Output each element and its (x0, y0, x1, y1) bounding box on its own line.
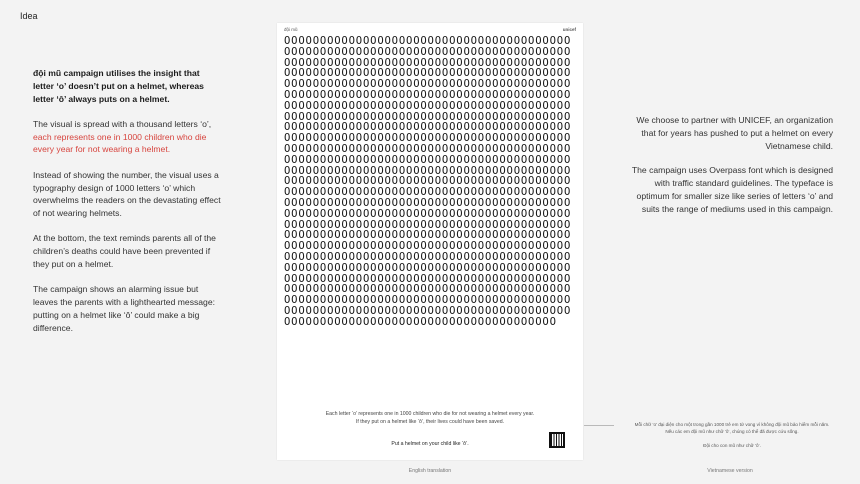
poster-footer-line-2: If they put on a helmet like ‘ô’, their lives could have been saved. (355, 419, 505, 425)
right-paragraph-font: The campaign uses Overpass font which is designed with traffic standard guidelines. The typeface is optimum for smaller size like series of letters ‘o’ and suits the range of mediums used in this campaign. (631, 165, 833, 214)
right-paragraph-partner: We choose to partner with UNICEF, an organization that for years has pushed to put a helmet on every Vietnamese child. (636, 115, 833, 151)
caption-vietnamese: Vietnamese version (707, 468, 753, 474)
left-paragraph-typography: Instead of showing the number, the visual uses a typography design of 1000 letters ‘o’ which overwhelms the readers on the devastating effect of not wearing helmets. (33, 169, 221, 219)
letter-o-grid: OOOOOOOOOOOOOOOOOOOOOOOOOOOOOOOOOOOOOOOOOOOOOOOOOOOOOOOOOOOOOOOOOOOOOOOOOOOOOOOOOOOOOOOOOOOOOOOOOOOOOOOOOOOOOOOOOOOOOOOOOOOOOOOOOOOOOOOOOOOOOOOOOOOOOOOOOOOOOOOOOOOOOOOOOOOOOOOOOOOOOOOOOOOOOOOOOOOOOOOOOOOOOOOOOOOOOOOOOOOOOOOOOOOOOOOOOOOOOOOOOOOOOOOOOOOOOOOOOOOOOOOOOOOOOOOOOOOOOOOOOOOOOOOOOOOOOOOOOOOOOOOOOOOOOOOOOOOOOOOOOOOOOOOOOOOOOOOOOOOOOOOOOOOOOOOOOOOOOOOOOOOOOOOOOOOOOOOOOOOOOOOOOOOOOOOOOOOOOOOOOOOOOOOOOOOOOOOOOOOOOOOOOOOOOOOOOOOOOOOOOOOOOOOOOOOOOOOOOOOOOOOOOOOOOOOOOOOOOOOOOOOOOOOOOOOOOOOOOOOOOOOOOOOOOOOOOOOOOOOOOOOOOOOOOOOOOOOOOOOOOOOOOOOOOOOOOOOOOOOOOOOOOOOOOOOOOOOOOOOOOOOOOOOOOOOOOOOOOOOOOOOOOOOOOOOOOOOOOOOOOOOOOOOOOOOOOOOOOOOOOOOOOOOOOOOOOOOOOOOOOOOOOOOOOOOOOOOOOOOOOOOOOOOOOOOOOOOOOOOOOOOOOOOOOOOOOOOOOOOOOOOOOOOOOOOOOOOOOOOOOOOOOOOOOOOOOOOOOOOOOOOOOOOOOOOOOOOOOOOOOOOOOOOOOOOOOOOOOOOOOOOOOOOOOOOOOOOOOOOOOOOOOOOOOOOOOOOOOOOOOOOOOOOOOOOOOOOOOOOOOOOOOOOOOOOOOOOOOOOOOOOOOOOOOOOOOOOOOOOOOOOOOOOOOOOOOOOOOOOOOOOOOOOOOOOOOOOOOOOOOOOOOOOOOOOOOOOOOOOOOOOOOOOOOOOOOOOOOOOOOOOOOOOOOOOOOOOOOOOOOOOOOOOOOOOOOOOOOOOOOOOOOOOOOOOOOOOOOOOOOOOOOOOOOOOOOOOOOOOOOOOOOOOOOOOOOOOOOO (284, 35, 572, 328)
vietnamese-footer (616, 421, 848, 435)
poster-footer (277, 410, 583, 426)
poster-cta: Put a helmet on your child like ‘ô’. (391, 441, 469, 447)
vietnamese-line-1: Mỗi chữ ‘o’ đại diện cho một trong gần 1000 trẻ em tử vong vì không đội mũ bảo hiểm mỗi năm. (634, 422, 830, 427)
vietnamese-line-2: Nếu các em đội mũ như chữ ‘ô’, chúng có thể đã được cứu sống. (665, 429, 799, 434)
left-description (33, 67, 223, 347)
left-paragraph-insight: đội mũ campaign utilises the insight that letter ‘o’ doesn’t put on a helmet, whereas letter ‘ô’ always puts on a helmet. (33, 68, 204, 104)
right-description (623, 114, 833, 228)
visual-text: The visual is spread with a thousand letters ‘o’, (33, 118, 212, 129)
section-label: Idea (20, 11, 38, 21)
unicef-logo: unicef (562, 27, 576, 32)
poster-english (277, 23, 583, 460)
poster-brand: đội mũ (284, 27, 298, 32)
poster-footer-line-1: Each letter ‘o’ represents one in 1000 children who die for not wearing a helmet every year. (325, 411, 535, 417)
vietnamese-connector-line (584, 425, 614, 426)
poster-header (284, 27, 576, 32)
caption-english: English translation (408, 468, 452, 474)
qr-code-icon (549, 432, 565, 448)
visual-highlight: each represents one in 1000 children who die every year for not wearing a helmet. (33, 131, 207, 155)
left-paragraph-message: The campaign shows an alarming issue but leaves the parents with a lighthearted message: putting on a helmet like ‘ô’ could make a big difference. (33, 284, 216, 333)
left-paragraph-reminder: At the bottom, the text reminds parents all of the children’s deaths could have been prevented if they put on a helmet. (33, 233, 216, 270)
left-paragraph-visual (33, 118, 223, 156)
vietnamese-cta: Đội cho con mũ như chữ ‘ô’. (703, 443, 761, 448)
